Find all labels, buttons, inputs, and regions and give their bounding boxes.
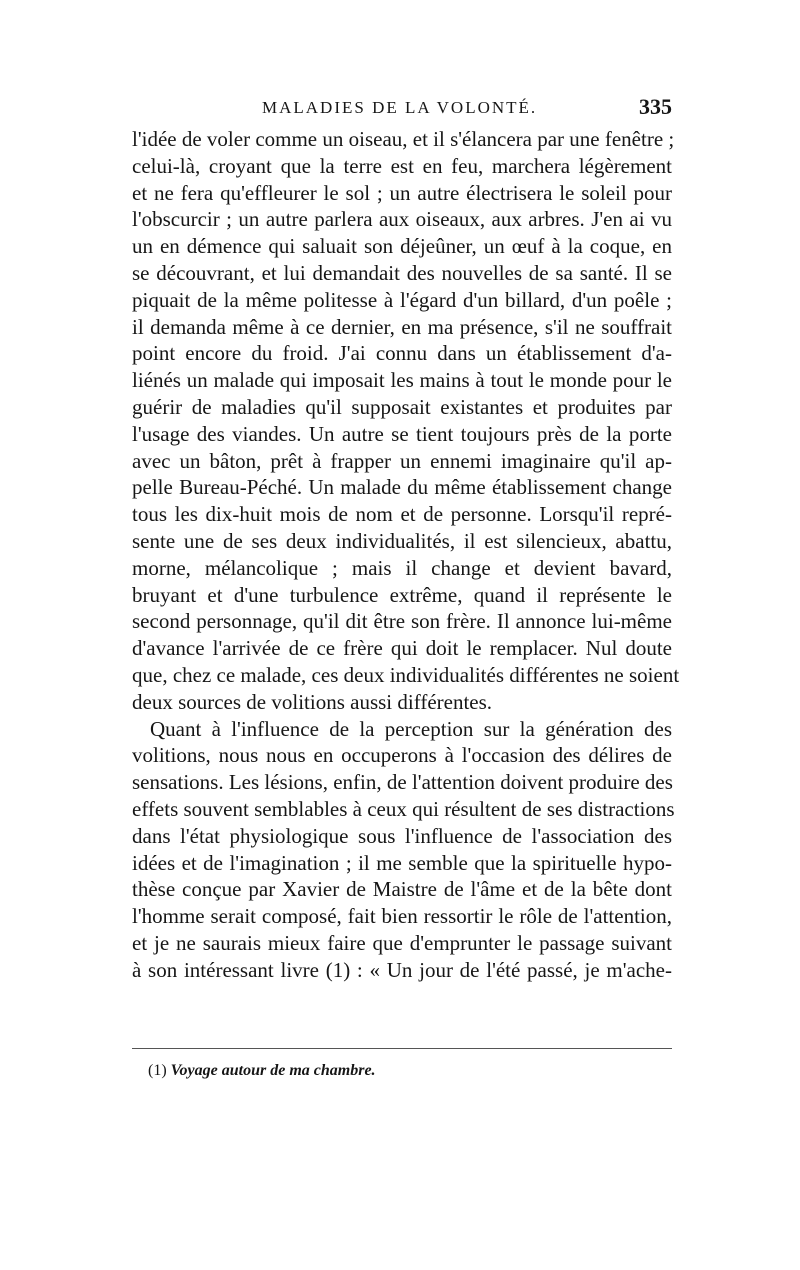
text-line: sente une de ses deux individualités, il est silencieux, abattu, [132, 528, 672, 553]
text-line: effets souvent semblables à ceux qui résultent de ses distractions [132, 796, 675, 821]
text-line: l'usage des viandes. Un autre se tient toujours près de la porte [132, 421, 672, 446]
text-line: celui-là, croyant que la terre est en feu, marchera légèrement [132, 153, 672, 178]
text-line: et ne fera qu'effleurer le sol ; un autre électrisera le soleil pour [132, 180, 672, 205]
footnote-divider [132, 1048, 672, 1049]
text-line: idées et de l'imagination ; il me semble que la spirituelle hypo- [132, 850, 672, 875]
body-text [132, 126, 680, 984]
text-line: morne, mélancolique ; mais il change et devient bavard, [132, 555, 672, 580]
text-line: avec un bâton, prêt à frapper un ennemi imaginaire qu'il ap- [132, 448, 672, 473]
text-line: guérir de maladies qu'il supposait existantes et produites par [132, 394, 672, 419]
text-line: thèse conçue par Xavier de Maistre de l'âme et de la bête dont [132, 877, 672, 902]
footnote-marker: (1) [148, 1062, 167, 1079]
footnote-title: Voyage autour de ma chambre. [170, 1062, 376, 1079]
text-line: volitions, nous nous en occuperons à l'occasion des délires de [132, 743, 672, 768]
text-line: tous les dix-huit mois de nom et de personne. Lorsqu'il repré- [132, 502, 672, 527]
text-line: piquait de la même politesse à l'égard d'un billard, d'un poêle ; [132, 287, 672, 312]
text-line: liénés un malade qui imposait les mains à tout le monde pour le [132, 368, 672, 393]
text-line: un en démence qui saluait son déjeûner, un œuf à la coque, en [132, 234, 672, 259]
text-line: que, chez ce malade, ces deux individualités différentes ne soient [132, 662, 680, 687]
text-line: l'obscurcir ; un autre parlera aux oiseaux, aux arbres. J'en ai vu [132, 207, 672, 232]
text-line: Quant à l'influence de la perception sur la génération des [150, 716, 672, 741]
text-line: d'avance l'arrivée de ce frère qui doit le remplacer. Nul doute [132, 636, 672, 661]
text-line: sensations. Les lésions, enfin, de l'attention doivent produire des [132, 770, 673, 795]
text-line: à son intéressant livre (1) : « Un jour de l'été passé, je m'ache- [132, 957, 672, 982]
text-line: l'idée de voler comme un oiseau, et il s'élancera par une fenêtre ; [132, 127, 675, 151]
text-line: se découvrant, et lui demandait des nouvelles de sa santé. Il se [132, 260, 672, 285]
text-line: et je ne saurais mieux faire que d'emprunter le passage suivant [132, 930, 672, 955]
text-line: il demanda même à ce dernier, en ma présence, s'il ne souffrait [132, 314, 672, 339]
text-line: l'homme serait composé, fait bien ressortir le rôle de l'attention, [132, 904, 672, 929]
text-line: bruyant et d'une turbulence extrême, quand il représente le [132, 582, 672, 607]
page-header [132, 94, 672, 128]
footnote [148, 1062, 376, 1080]
running-head: MALADIES DE LA VOLONTÉ. [262, 98, 538, 117]
text-line: point encore du froid. J'ai connu dans un établissement d'a- [132, 341, 672, 366]
text-line: second personnage, qu'il dit être son frère. Il annonce lui-même [132, 609, 672, 634]
text-line: pelle Bureau-Péché. Un malade du même établissement change [132, 475, 672, 500]
text-line: deux sources de volitions aussi différentes. [132, 689, 493, 714]
page-number: 335 [639, 94, 672, 119]
text-line: dans l'état physiologique sous l'influence de l'association des [132, 823, 672, 848]
